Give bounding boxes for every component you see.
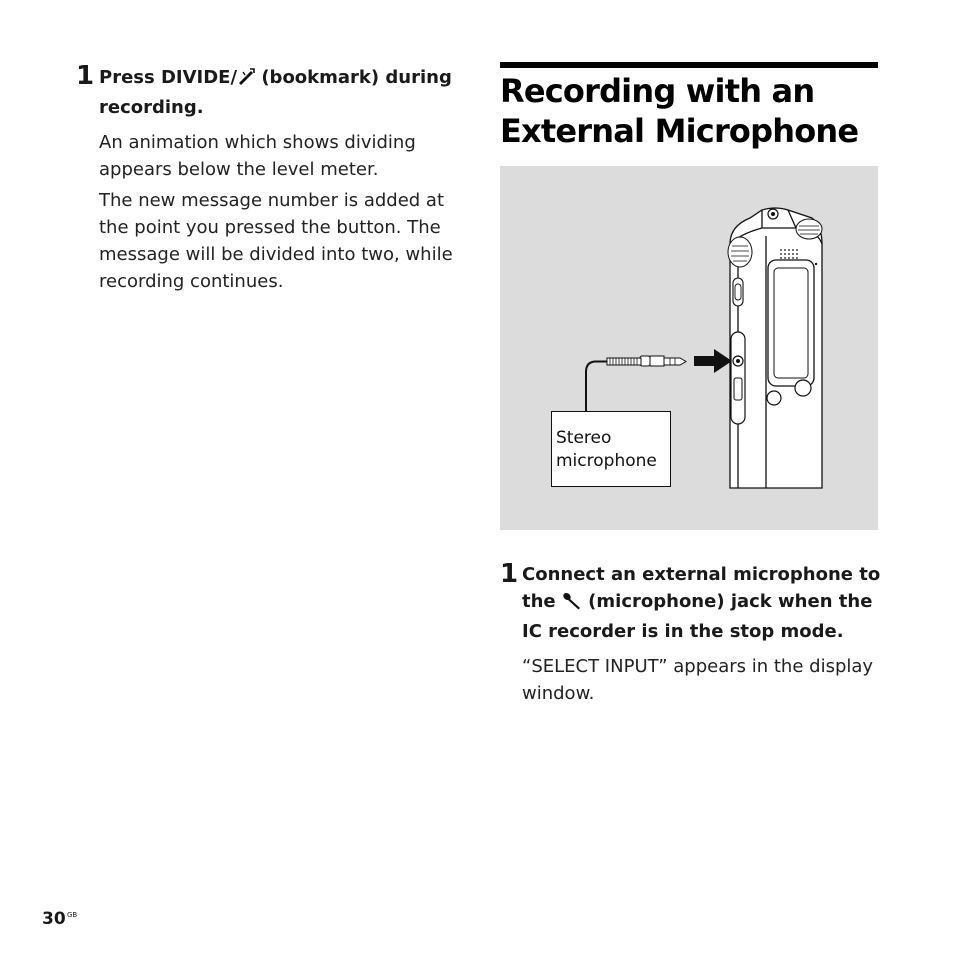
- left-step-title-rest: (bookmark) during recording.: [99, 67, 452, 118]
- microphone-label-line2: microphone: [556, 451, 657, 471]
- left-step-title-text: Press DIVIDE/: [99, 67, 238, 88]
- right-step-title-text: Connect an external microphone to the: [522, 564, 881, 612]
- recorder-button-left: [767, 391, 781, 405]
- left-grill: [728, 237, 752, 267]
- bookmark-icon: [237, 67, 255, 94]
- arrow-icon: [694, 349, 732, 373]
- microphone-icon: [562, 591, 582, 618]
- right-step: [500, 559, 882, 707]
- microphone-label: [556, 427, 672, 473]
- section-heading-line1: Recording with an: [500, 72, 815, 110]
- mic-plug: [607, 356, 686, 366]
- right-step-body: “SELECT INPUT” appears in the display window.: [522, 656, 874, 704]
- recorder-button-right: [795, 380, 811, 396]
- section-heading-line2: External Microphone: [500, 112, 859, 150]
- left-step-number: 1: [76, 61, 95, 91]
- microphone-label-line1: Stereo: [556, 428, 612, 448]
- page-number-suffix: GB: [67, 911, 78, 919]
- section-heading: [500, 71, 890, 151]
- left-step-body-2: The new message number is added at the point you pressed the button. The message will be divided into two, while recording continues.: [99, 190, 453, 292]
- left-step-body-1: An animation which shows dividing appears below the level meter.: [99, 132, 416, 180]
- right-step-title-rest: (microphone) jack when the IC recorder is in the stop mode.: [522, 591, 873, 642]
- left-step: [76, 61, 454, 295]
- microphone-label-box: [551, 411, 671, 487]
- recorder-illustration: [500, 166, 878, 530]
- right-step-number: 1: [500, 559, 519, 589]
- right-grill: [796, 219, 822, 239]
- heading-rule: [500, 62, 878, 68]
- mic-cable: [586, 362, 607, 412]
- page-number: 30: [42, 909, 66, 929]
- left-step-title: [99, 64, 454, 121]
- right-step-title: [522, 561, 882, 645]
